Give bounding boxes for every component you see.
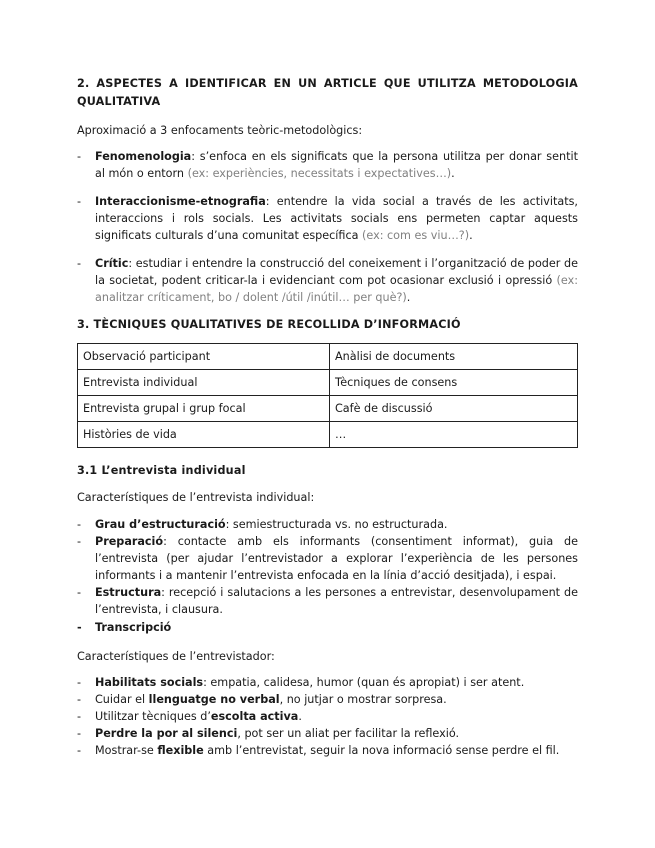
table-cell: Tècniques de consens [330,370,578,396]
list-item-silenci [77,725,578,742]
list-dash: - [77,744,82,757]
section-3-1-heading: 3.1 L’entrevista individual [77,464,246,477]
list-item-pre: Mostrar-se [95,744,158,757]
list-item-text: : contacte amb els informants (consentiment informat), guia de l’entrevista (per ajudar l’entrevistador a explorar l’experiència de les persones informants i a mantenir l’entrevista enfocada en la línia d’acció desitjada), i espai. [95,535,578,582]
techniques-table [77,343,578,448]
interview-characteristics-intro: Característiques de l’entrevista individual: [77,491,315,504]
list-item-habilitats [77,674,578,691]
list-item-term: Preparació [95,535,164,548]
list-item-text: : entendre la vida social a través de les activitats, interaccions i rols socials. Les activitats socials ens permeten captar aquests significats culturals d’una comunitat específica [95,195,578,242]
list-item-pre: Utilitzar tècniques d’ [95,710,211,723]
table-cell: Anàlisi de documents [330,344,578,370]
list-item-fenomenologia [77,148,578,182]
list-item-text: : estudiar i entendre la construcció del coneixement i l’organització de poder de la societat, podent criticar-la i evidenciant com pot ocasionar exclusió i opressió [95,257,578,287]
list-dash: - [77,518,82,531]
list-dash: - [77,586,82,599]
list-item-term: Fenomenologia [95,150,192,163]
list-item-term: Estructura [95,586,162,599]
list-item-flexible [77,742,578,759]
table-row [78,396,578,422]
list-dash: - [77,195,82,208]
list-item-llenguatge [77,691,578,708]
list-item-interaccionisme [77,193,578,244]
list-dash: - [77,621,82,634]
list-item-preparacio [77,533,578,584]
list-dash: - [77,727,82,740]
table-cell: … [330,422,578,448]
table-cell: Històries de vida [78,422,330,448]
list-item-estructuracio [77,516,578,533]
list-item-tail: . [406,291,411,304]
list-dash: - [77,676,82,689]
interviewer-characteristics-intro: Característiques de l’entrevistador: [77,650,275,663]
list-item-text: : s’enfoca en els significats que la persona utilitza per donar sentit al món o entorn [95,150,578,180]
list-item-example: (ex: analitzar críticament, bo / dolent /útil /inútil… per què?) [95,274,578,304]
list-item-example: (ex: experiències, necessitats i expectatives…) [187,167,452,180]
table-cell: Entrevista individual [78,370,330,396]
list-item-text: : recepció i salutacions a les persones a entrevistar, desenvolupament de l’entrevista, i clausura. [95,586,578,616]
list-item-post: , pot ser un aliat per facilitar la reflexió. [237,727,460,740]
list-item-term: Interaccionisme-etnografia [95,195,266,208]
table-row [78,344,578,370]
table-row [78,422,578,448]
list-dash: - [77,535,82,548]
list-dash: - [77,693,82,706]
section-3-heading: 3. TÈCNIQUES QUALITATIVES DE RECOLLIDA D’INFORMACIÓ [77,318,461,331]
list-item-term: escolta activa [210,710,299,723]
list-item-text: : semiestructurada vs. no estructurada. [225,518,448,531]
list-item-term: Grau d’estructuració [95,518,226,531]
table-cell: Observació participant [78,344,330,370]
list-item-post: . [298,710,302,723]
list-item-critic [77,255,578,306]
list-item-example: (ex: com es viu…?) [362,229,470,242]
list-item-term: flexible [157,744,204,757]
list-item-term: Perdre la por al silenci [95,727,238,740]
list-dash: - [77,710,82,723]
list-item-tail: . [469,229,473,242]
list-item-post: amb l’entrevistat, seguir la nova informació sense perdre el fil. [203,744,560,757]
list-item-pre: Cuidar el [95,693,149,706]
list-item-term: Transcripció [95,621,172,634]
list-item-post: : empatia, calidesa, humor (quan és apropiat) i ser atent. [203,676,525,689]
list-item-term: Habilitats socials [95,676,204,689]
section-2-intro: Aproximació a 3 enfocaments teòric-metodològics: [77,124,363,137]
table-cell: Entrevista grupal i grup focal [78,396,330,422]
list-item-term: Crític [95,257,129,270]
list-dash: - [77,257,82,270]
table-row [78,370,578,396]
list-item-escolta [77,708,578,725]
list-item-tail: . [451,167,455,180]
list-dash: - [77,150,82,163]
list-item-estructura [77,584,578,618]
section-2-heading: 2. ASPECTES A IDENTIFICAR EN UN ARTICLE QUE UTILITZA METODOLOGIA QUALITATIVA [77,77,578,108]
list-item-transcripcio [77,619,578,636]
list-item-post: , no jutjar o mostrar sorpresa. [279,693,447,706]
table-cell: Cafè de discussió [330,396,578,422]
list-item-term: llenguatge no verbal [148,693,280,706]
